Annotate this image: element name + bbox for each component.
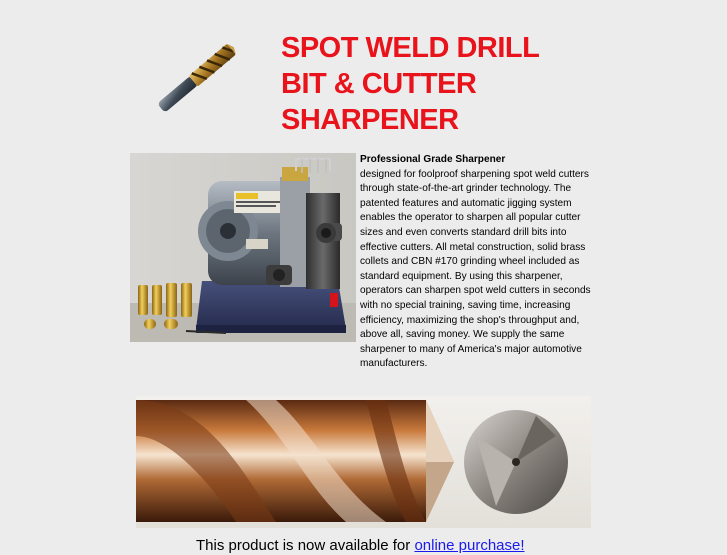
title-line-2: BIT & CUTTER (281, 68, 477, 100)
description-heading: Professional Grade Sharpener (360, 154, 506, 165)
title-line-3: SHARPENER (281, 104, 459, 136)
sharpener-machine-photo (130, 153, 356, 342)
availability-note (196, 537, 716, 555)
title-line-1: SPOT WELD DRILL (281, 32, 540, 64)
online-purchase-link[interactable]: online purchase! (414, 537, 525, 554)
description-body: designed for foolproof sharpening spot weld cutters through state-of-the-art grinder technology. The patented features and automatic jigging system enables the operator to sharpen all popular cutter sizes and even converts standard drill bits into effective cutters. All metal construction, solid brass collets and CBN #170 grinding wheel included as standard equipment. By using this sharpener, operators can sharpen spot weld cutters in seconds with no special training, saving time, increasing efficiency, maximizing the shop's throughput and, above all, saving money. We supply the same sharpener to many of America's major automotive manufacturers. (360, 168, 591, 370)
page-title (281, 30, 601, 138)
drill-bit-icon (148, 36, 246, 120)
product-description (360, 153, 596, 372)
drill-bit-closeup-photo (136, 396, 591, 528)
availability-text: This product is now available for (196, 537, 415, 554)
